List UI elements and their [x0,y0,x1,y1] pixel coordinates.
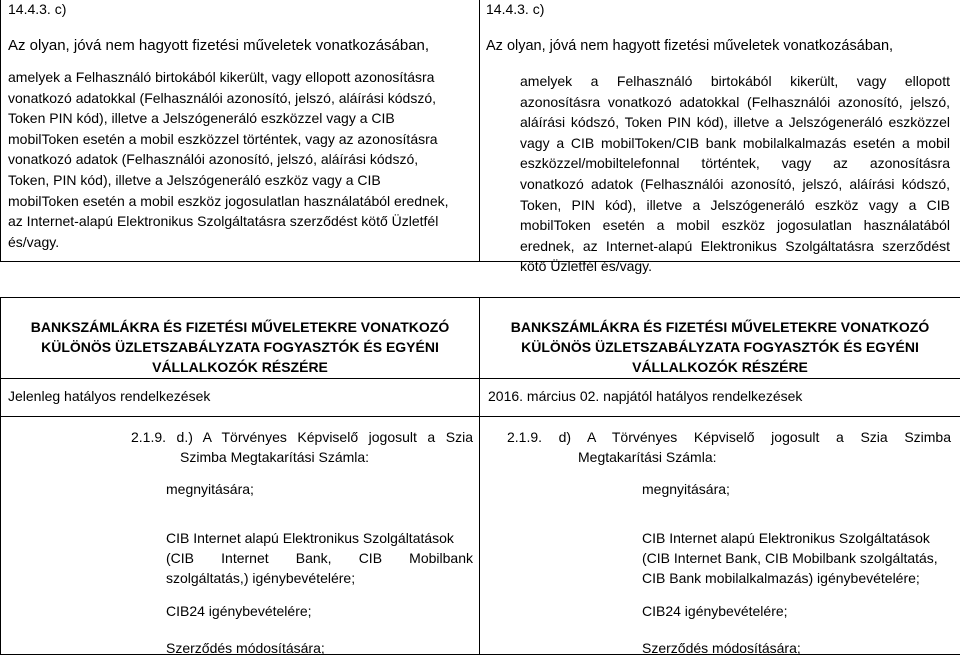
body-line: mobilToken esetén a mobil eszköz jogosulatlan használatából [520,215,950,236]
content-cell-left [1,417,480,655]
comparison-table-bottom [0,297,960,655]
heading-line: BANKSZÁMLÁKRA ÉS FIZETÉSI MŰVELETEKRE VONATKOZÓ [1,317,479,337]
section-number: 14.4.3. c) [8,0,66,19]
body-line: Token, PIN kód), illetve a Jelszógeneráló eszköz vagy a CIB [8,170,468,191]
comparison-table-top [0,0,960,262]
list-item-line: CIB Internet alapú Elektronikus Szolgáltatások [166,528,473,548]
clause-line: Szimba Megtakarítási Számla: [131,447,473,467]
body-line: vonatkozó adatokkal (Felhasználói azonosító, jelszó, aláírási kódszó, [8,88,468,109]
body-paragraph [8,67,468,252]
list-item [642,528,952,588]
list-item: CIB24 igénybevételére; [166,601,312,621]
body-line: amelyek a Felhasználó birtokából kikerült, vagy ellopott azonosításra [8,67,468,88]
body-paragraph [520,71,950,277]
list-item: Szerződés módosítására; [166,638,325,658]
body-line: azonosításra vonatkozó adatokkal (Felhasználói azonosító, jelszó, [520,92,950,113]
list-item-line: CIB Bank mobilalkalmazás) igénybevételére; [642,568,952,588]
body-line: mobilToken esetén a mobil eszközzel történtek, vagy az azonosításra [8,129,468,150]
body-line: aláírási kódszó, Token PIN kód), illetve a Jelszógeneráló eszközzel [520,112,950,133]
body-line: az Internet-alapú Elektronikus Szolgáltatásra szerződést kötő Üzletfél [8,211,468,232]
clause-line: Megtakarítási Számla: [507,447,951,467]
list-item: Szerződés módosítására; [642,638,801,658]
body-line: Token, PIN kód), illetve a Jelszógeneráló eszköz vagy a CIB [520,195,950,216]
document-heading [1,317,479,377]
body-line: vonatkozó adatok (Felhasználói azonosító, jelszó, aláírási kódszó, [8,149,468,170]
validity-cell-right [480,379,960,417]
list-item: CIB24 igénybevételére; [642,601,788,621]
list-item-line: CIB Internet alapú Elektronikus Szolgáltatások [642,528,952,548]
heading-line: KÜLÖNÖS ÜZLETSZABÁLYZATA FOGYASZTÓK ÉS EGYÉNI [480,337,960,357]
heading-cell-left [1,298,480,379]
body-line: és/vagy. [8,232,468,253]
validity-label: 2016. március 02. napjától hatályos rendelkezések [488,386,802,406]
list-item: megnyitására; [642,479,730,499]
clause-line: 2.1.9. d.) A Törvényes Képviselő jogosult a Szia [131,427,473,447]
body-line: amelyek a Felhasználó birtokából kikerült, vagy ellopott [520,71,950,92]
body-line: erednek, az Internet-alapú Elektronikus Szolgáltatásra szerződést [520,236,950,257]
clause-text [507,427,951,467]
intro-text: Az olyan, jóvá nem hagyott fizetési műveletek vonatkozásában, [486,36,893,56]
clause-text [131,427,473,467]
validity-label: Jelenleg hatályos rendelkezések [8,386,210,406]
body-line: Token PIN kód), illetve a Jelszógeneráló eszközzel vagy a CIB [8,108,468,129]
heading-line: KÜLÖNÖS ÜZLETSZABÁLYZATA FOGYASZTÓK ÉS EGYÉNI [1,337,479,357]
list-item [166,528,473,588]
intro-text: Az olyan, jóvá nem hagyott fizetési műveletek vonatkozásában, [8,36,429,56]
body-line: kötő Üzletfél és/vagy. [520,256,950,277]
list-item-line: (CIB Internet Bank, CIB Mobilbank [166,548,473,568]
heading-cell-right [480,298,960,379]
body-line: eszközzel/mobiltelefonnal történtek, vagy az azonosításra [520,153,950,174]
body-line: vonatkozó adatok (Felhasználói azonosító, jelszó, aláírási kódszó, [520,174,950,195]
document-heading [480,317,960,377]
body-line: vagy a CIB mobilToken/CIB bank mobilalkalmazás esetén a mobil [520,133,950,154]
list-item-line: szolgáltatás,) igénybevételére; [166,568,473,588]
heading-line: VÁLLALKOZÓK RÉSZÉRE [480,357,960,377]
clause-line: 2.1.9. d) A Törvényes Képviselő jogosult a Szia Szimba [507,427,951,447]
list-item: megnyitására; [166,479,254,499]
top-left-cell [1,0,480,262]
validity-cell-left [1,379,480,417]
heading-line: BANKSZÁMLÁKRA ÉS FIZETÉSI MŰVELETEKRE VONATKOZÓ [480,317,960,337]
section-number: 14.4.3. c) [486,0,544,19]
heading-line: VÁLLALKOZÓK RÉSZÉRE [1,357,479,377]
content-cell-right [480,417,960,655]
top-right-cell [480,0,960,262]
list-item-line: (CIB Internet Bank, CIB Mobilbank szolgáltatás, [642,548,952,568]
body-line: mobilToken esetén a mobil eszköz jogosulatlan használatából erednek, [8,191,468,212]
